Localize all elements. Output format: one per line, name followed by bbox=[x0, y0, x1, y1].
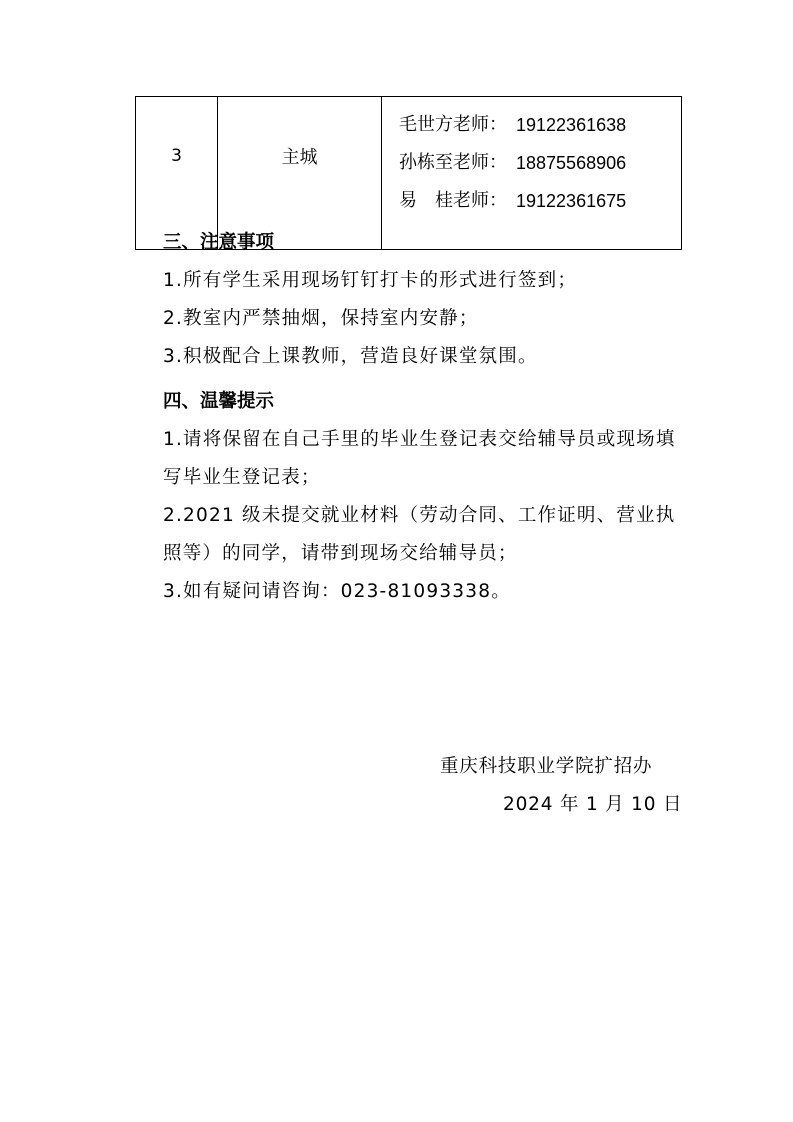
tips-section bbox=[163, 383, 683, 611]
contact-phone: 19122361638 bbox=[516, 115, 627, 135]
section-heading: 三、注意事项 bbox=[163, 232, 275, 253]
signature-date: 2024 年 1 月 10 日 bbox=[503, 794, 683, 815]
notice-item: 1.所有学生采用现场钉钉打卡的形式进行签到； bbox=[163, 270, 578, 291]
notice-item: 2.教室内严禁抽烟，保持室内安静； bbox=[163, 308, 479, 329]
contact-phone: 18875568906 bbox=[516, 153, 627, 173]
notice-item: 3.积极配合上课教师，营造良好课堂氛围。 bbox=[163, 346, 538, 367]
contact-name: 孙栋至老师： bbox=[399, 152, 507, 173]
tip-item: 3.如有疑问请咨询：023-81093338。 bbox=[163, 581, 511, 602]
contact-line bbox=[399, 144, 681, 182]
contact-line bbox=[399, 106, 681, 144]
notice-section bbox=[163, 224, 683, 376]
contact-phone: 19122361675 bbox=[516, 191, 627, 211]
signature-org: 重庆科技职业学院扩招办 bbox=[440, 756, 653, 777]
contact-name: 易 桂老师： bbox=[399, 190, 507, 211]
contact-name: 毛世方老师： bbox=[399, 114, 507, 135]
campus-name: 主城 bbox=[218, 97, 382, 250]
contact-line bbox=[399, 182, 681, 220]
tip-item: 1.请将保留在自己手里的毕业生登记表交给辅导员或现场填写毕业生登记表； bbox=[163, 429, 676, 488]
section-heading: 四、温馨提示 bbox=[163, 391, 275, 412]
tip-item: 2.2021 级未提交就业材料（劳动合同、工作证明、营业执照等）的同学，请带到现场交给辅导员； bbox=[163, 505, 676, 564]
row-number: 3 bbox=[136, 97, 218, 250]
